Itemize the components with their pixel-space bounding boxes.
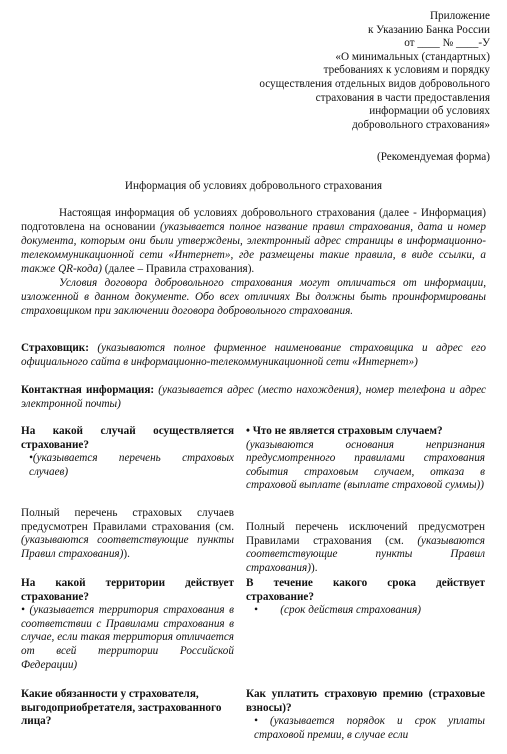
premium-bullet: • (указывается порядок и срок уплаты страховой премии, в случае если xyxy=(254,715,485,741)
appendix-line: добровольного страхования» xyxy=(352,118,490,131)
appendix-block xyxy=(200,10,490,132)
appendix-line: осуществления отдельных видов добровольного xyxy=(259,77,490,90)
recommended-form-label: (Рекомендуемая форма) xyxy=(376,151,490,163)
not-insured-heading: • Что не является страховым случаем? xyxy=(246,425,443,437)
term-section xyxy=(246,577,485,618)
territory-section xyxy=(21,577,234,672)
appendix-line: Приложение xyxy=(429,10,490,22)
intro-block xyxy=(21,206,486,318)
appendix-line: к Указанию Банка России xyxy=(367,23,490,36)
contact-block xyxy=(21,383,486,412)
term-bullet: • (срок действия страхования) xyxy=(254,604,422,617)
insurer-label: Страховщик: xyxy=(21,342,89,354)
insurer-block xyxy=(21,341,486,370)
premium-section xyxy=(246,688,485,742)
appendix-line: информации об условиях xyxy=(369,105,490,118)
premium-heading: Как уплатить страховую премию (страховые взносы)? xyxy=(246,688,485,714)
appendix-line: от ____ № ____-У xyxy=(404,37,490,50)
contact-text: (указывается адрес (место нахождения), номер телефона и адрес электронной почты) xyxy=(21,384,486,411)
appendix-line: страхования в части предоставления xyxy=(315,91,490,104)
intro-paragraph-1: Настоящая информация об условиях добровольного страхования (далее - Информация) подготовлена на основании (указывается полное название правил страхования, дата и номер документа, которым они были утверждены, электронный адрес страницы в информационно-телекоммуникационной сети «Интернет», где размещены такие правила, в виде ссылки, а также QR-кода) (далее – Правила страхования). xyxy=(21,207,486,275)
territory-bullet: • (указывается территория страхования в соответствии с Правилами страхования в случае, если такая территория отличается от всей территории Российской Федерации) xyxy=(21,604,234,671)
insurer-text: (указываются полное фирменное наименование страховщика и адрес его официального сайта в информационно-телекоммуникационной сети «Интернет») xyxy=(21,342,486,369)
contact-label: Контактная информация: xyxy=(21,384,155,396)
document-title: Информация об условиях добровольного страхования xyxy=(124,180,383,192)
obligations-section xyxy=(21,688,234,729)
not-insured-section xyxy=(246,425,485,493)
insured-event-bullet: •(указывается перечень страховых случаев) xyxy=(29,452,234,478)
insured-event-full: Полный перечень страховых случаев предусмотрен Правилами страхования (см. (указываются соответствующие пункты Правил страхования)). xyxy=(21,507,234,560)
insured-event-heading: На какой случай осуществляется страхование? xyxy=(21,425,234,451)
appendix-line: требованиях к условиям и порядку xyxy=(323,64,490,77)
insured-event-section xyxy=(21,425,234,479)
not-insured-full: Полный перечень исключений предусмотрен Правилами страхования (см. (указываются соответствующие пункты Правил страхования)). xyxy=(246,521,485,574)
term-heading: В течение какого срока действует страхование? xyxy=(246,577,485,603)
appendix-line: «О минимальных (стандартных) xyxy=(335,50,490,63)
not-insured-text: (указываются основания непризнания предусмотренного правилами страхования события страховым случаем, отказа в страховой выплате (выплате страховой суммы)) xyxy=(246,438,485,492)
intro-paragraph-2: Условия договора добровольного страхования могут отличаться от информации, изложенной в данном документе. Обо всех отличиях Вы должны быть проинформированы страховщиком при заключении договора добровольного страхования. xyxy=(21,277,486,317)
territory-heading: На какой территории действует страхование? xyxy=(21,577,234,603)
obligations-heading: Какие обязанности у страхователя, выгодоприобретателя, застрахованного лица? xyxy=(21,688,222,728)
